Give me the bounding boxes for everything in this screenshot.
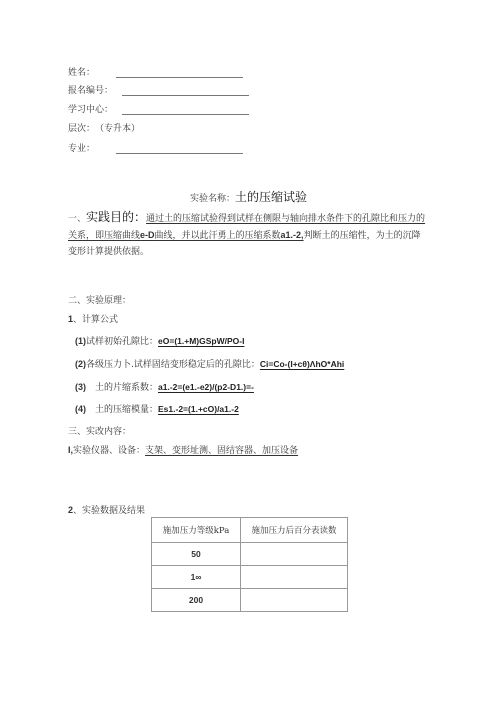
results-title xyxy=(68,503,145,516)
formula-item-1 xyxy=(75,334,244,347)
learning-center-field xyxy=(68,101,249,115)
formula-item-3 xyxy=(75,380,254,393)
table-row xyxy=(152,589,348,612)
equipment-number: I, xyxy=(68,445,74,455)
name-line xyxy=(116,66,243,78)
table-header-pressure: 施加压力等级kPa xyxy=(152,518,241,543)
learning-center-label: 学习中心： xyxy=(68,105,114,115)
purpose-text-line2e: 判断土的压缩性，为土的沉降 xyxy=(303,231,421,241)
content-title: 三、实改内容： xyxy=(68,427,132,437)
table-header-reading: 施加压力后百分表读数 xyxy=(241,518,348,543)
formula-item-4-formula: Es1.-2=(1.+cO)/a1.-2 xyxy=(158,404,239,414)
purpose-text-line2a: 关系，即压缩曲线 xyxy=(68,231,141,241)
major-label: 专业： xyxy=(68,144,96,154)
major-line xyxy=(116,142,243,154)
name-label: 姓名： xyxy=(68,68,96,78)
formula-item-1-formula: eO=(1.+M)GSpW/PO-I xyxy=(158,336,245,346)
formula-item-3-number: (3) xyxy=(75,382,86,392)
table-cell-pressure: 50 xyxy=(152,543,241,566)
formula-item-1-number: (1) xyxy=(75,336,86,346)
formula-subtitle-number: 1 xyxy=(68,314,74,324)
purpose-text-line2d: a1.-2, xyxy=(280,230,304,240)
purpose-text-line2c: 曲线，并以此汗勇上的压缩系数 xyxy=(154,231,281,241)
major-field xyxy=(68,140,243,154)
table-row xyxy=(152,543,348,566)
formula-subtitle-text: 、计算公式 xyxy=(73,315,119,325)
formula-item-4-number: (4) xyxy=(75,404,86,414)
table-cell-pressure: 1∞ xyxy=(152,566,241,589)
formula-item-2-number: (2) xyxy=(75,359,86,369)
table-cell-reading[interactable] xyxy=(241,566,348,589)
formula-item-3-formula: a1.-2=(e1.-e2)/(p2-D1.)=- xyxy=(158,382,254,392)
registration-number-label: 报名编号： xyxy=(68,86,114,96)
formula-item-4 xyxy=(75,402,239,415)
purpose-heading: 实践目的： xyxy=(86,210,147,224)
level-value: （专升本） xyxy=(95,124,141,134)
experiment-title-prefix: 实验名称： xyxy=(190,194,236,204)
purpose-section xyxy=(68,209,434,260)
table-header-row xyxy=(152,518,348,543)
experiment-title xyxy=(190,188,307,205)
results-number: 2 xyxy=(68,505,74,515)
registration-number-line xyxy=(122,84,249,96)
formula-subtitle xyxy=(68,312,118,325)
formula-item-2-text: 各级压力卜.试样固结变形稳定后的孔隙比： xyxy=(86,360,260,370)
experiment-title-name: 土的压缩试验 xyxy=(235,190,308,204)
equipment-line xyxy=(68,443,298,456)
table-row xyxy=(152,566,348,589)
purpose-text-line2b: e-D xyxy=(140,230,155,240)
purpose-number: 一、 xyxy=(68,214,87,224)
equipment-label: 实验仪器、设备： xyxy=(73,446,146,456)
name-field xyxy=(68,64,243,78)
purpose-text-line3: 变形计算提供依据。 xyxy=(68,247,150,257)
formula-item-4-text: 土的压缩模量： xyxy=(95,405,159,415)
registration-number-field xyxy=(68,82,249,96)
table-cell-reading[interactable] xyxy=(241,589,348,612)
results-table xyxy=(151,517,348,612)
table-cell-reading[interactable] xyxy=(241,543,348,566)
learning-center-line xyxy=(122,103,249,115)
formula-item-2-formula: Ci=Co-(I+cθ)ΛhO*Ahi xyxy=(259,359,345,369)
formula-item-2 xyxy=(75,357,344,370)
purpose-text-line1: 通过土的压缩试验得到试样在侧限与轴向排水条件下的孔隙比和压力的 xyxy=(146,214,426,224)
level-field xyxy=(68,120,140,134)
formula-item-3-text: 土的片缩系数： xyxy=(95,383,159,393)
principle-title: 二、实验原理： xyxy=(68,296,132,306)
level-label: 层次： xyxy=(68,124,96,134)
table-cell-pressure: 200 xyxy=(152,589,241,612)
formula-item-1-text: 试样初始孔隙比： xyxy=(86,337,159,347)
equipment-text: 支架、变形址测、固结容器、加压设备 xyxy=(145,446,299,456)
results-title-text: 、实验数据及结果 xyxy=(73,506,146,516)
